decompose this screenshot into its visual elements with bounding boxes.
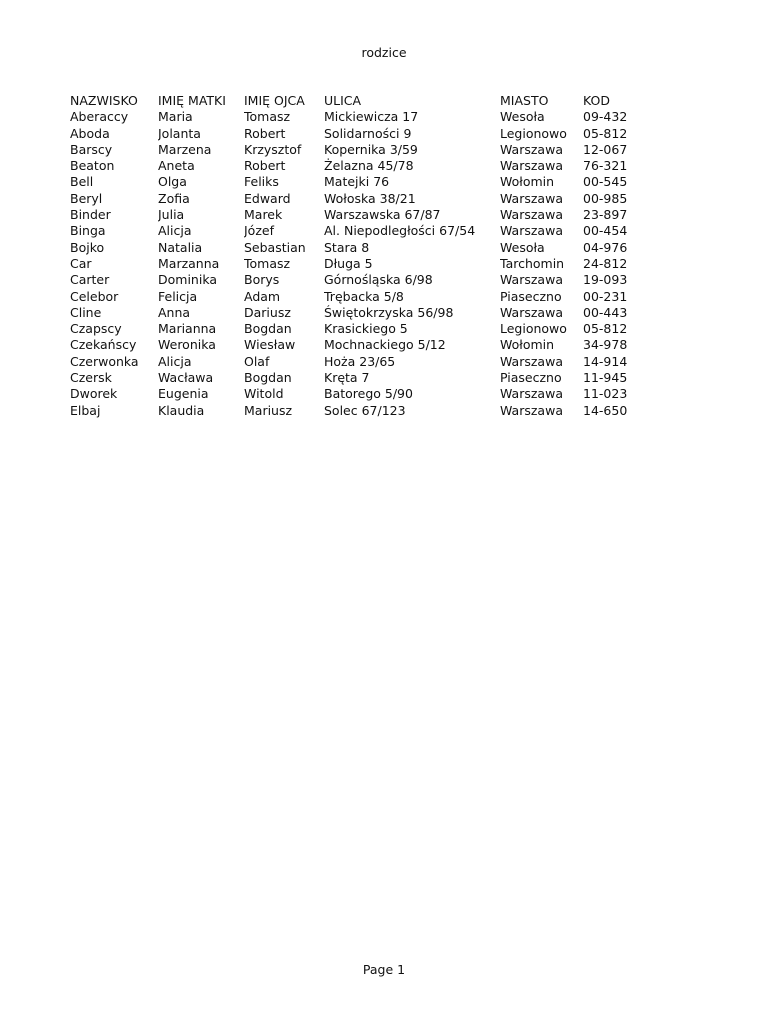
page-footer — [0, 962, 768, 978]
cell-nazwisko: Aberaccy — [70, 109, 129, 125]
cell-nazwisko: Barscy — [70, 141, 113, 157]
cell-kod: 23-897 — [583, 207, 628, 223]
table-row — [70, 403, 643, 419]
cell-kod: 05-812 — [583, 321, 628, 337]
cell-miasto: Wesoła — [500, 109, 545, 125]
cell-imie-matki: Jolanta — [158, 125, 201, 141]
parents-table — [70, 93, 643, 419]
table-row — [70, 354, 643, 370]
cell-ulica: Al. Niepodległości 67/54 — [324, 223, 476, 239]
cell-imie-matki: Wacława — [158, 370, 214, 386]
table-row — [70, 191, 643, 207]
cell-imie-matki: Olga — [158, 174, 187, 190]
page-title: rodzice — [361, 45, 407, 60]
table-row — [70, 223, 643, 239]
cell-ulica: Żelazna 45/78 — [324, 158, 414, 174]
cell-miasto: Warszawa — [500, 304, 563, 320]
column-header-ulica: ULICA — [324, 93, 362, 108]
cell-imie-ojca: Mariusz — [244, 402, 293, 418]
cell-kod: 11-023 — [583, 386, 628, 402]
cell-imie-matki: Marzanna — [158, 255, 220, 271]
cell-miasto: Warszawa — [500, 158, 563, 174]
cell-imie-ojca: Wiesław — [244, 337, 296, 353]
cell-imie-matki: Zofia — [158, 190, 190, 206]
cell-kod: 05-812 — [583, 125, 628, 141]
cell-imie-matki: Marianna — [158, 321, 217, 337]
cell-imie-ojca: Józef — [244, 223, 274, 239]
cell-nazwisko: Czersk — [70, 370, 112, 386]
cell-kod: 09-432 — [583, 109, 628, 125]
cell-imie-matki: Aneta — [158, 158, 195, 174]
cell-ulica: Warszawska 67/87 — [324, 207, 441, 223]
cell-ulica: Batorego 5/90 — [324, 386, 413, 402]
table-header — [70, 93, 643, 109]
cell-imie-matki: Julia — [158, 207, 185, 223]
cell-nazwisko: Celebor — [70, 288, 119, 304]
cell-kod: 34-978 — [583, 337, 628, 353]
cell-imie-matki: Felicja — [158, 288, 198, 304]
cell-miasto: Legionowo — [500, 321, 567, 337]
table-row — [70, 386, 643, 402]
table-row — [70, 109, 643, 125]
cell-imie-matki: Anna — [158, 304, 191, 320]
cell-nazwisko: Bell — [70, 174, 94, 190]
cell-ulica: Świętokrzyska 56/98 — [324, 304, 454, 320]
table-row — [70, 289, 643, 305]
cell-imie-matki: Marzena — [158, 141, 212, 157]
cell-imie-ojca: Dariusz — [244, 304, 291, 320]
cell-ulica: Trębacka 5/8 — [324, 288, 404, 304]
cell-kod: 04-976 — [583, 239, 628, 255]
cell-imie-ojca: Olaf — [244, 353, 270, 369]
cell-nazwisko: Binga — [70, 223, 106, 239]
table-row — [70, 305, 643, 321]
table-row — [70, 240, 643, 256]
cell-kod: 00-443 — [583, 304, 628, 320]
cell-imie-ojca: Witold — [244, 386, 284, 402]
cell-ulica: Górnośląska 6/98 — [324, 272, 433, 288]
page-header — [0, 45, 768, 61]
cell-nazwisko: Aboda — [70, 125, 110, 141]
cell-imie-matki: Maria — [158, 109, 193, 125]
cell-kod: 76-321 — [583, 158, 628, 174]
table-row — [70, 272, 643, 288]
cell-miasto: Warszawa — [500, 402, 563, 418]
cell-nazwisko: Bojko — [70, 239, 105, 255]
cell-nazwisko: Beaton — [70, 158, 115, 174]
column-header-nazwisko: NAZWISKO — [70, 93, 138, 108]
table-row — [70, 142, 643, 158]
cell-ulica: Długa 5 — [324, 255, 373, 271]
column-header-kod: KOD — [583, 93, 610, 108]
cell-imie-ojca: Robert — [244, 158, 286, 174]
cell-miasto: Warszawa — [500, 223, 563, 239]
cell-miasto: Legionowo — [500, 125, 567, 141]
column-header-imie-matki: IMIĘ MATKI — [158, 93, 226, 108]
cell-ulica: Solidarności 9 — [324, 125, 412, 141]
cell-miasto: Warszawa — [500, 272, 563, 288]
cell-imie-ojca: Adam — [244, 288, 281, 304]
cell-miasto: Wesoła — [500, 239, 545, 255]
cell-miasto: Warszawa — [500, 353, 563, 369]
cell-miasto: Warszawa — [500, 386, 563, 402]
cell-imie-matki: Klaudia — [158, 402, 205, 418]
cell-imie-matki: Natalia — [158, 239, 203, 255]
cell-imie-ojca: Tomasz — [244, 109, 291, 125]
cell-ulica: Mickiewicza 17 — [324, 109, 419, 125]
cell-kod: 14-650 — [583, 402, 628, 418]
cell-imie-ojca: Bogdan — [244, 321, 292, 337]
table-row — [70, 158, 643, 174]
cell-ulica: Wołoska 38/21 — [324, 190, 416, 206]
cell-kod: 11-945 — [583, 370, 628, 386]
cell-kod: 00-985 — [583, 190, 628, 206]
cell-imie-ojca: Feliks — [244, 174, 279, 190]
cell-nazwisko: Czapscy — [70, 321, 122, 337]
cell-nazwisko: Elbaj — [70, 402, 101, 418]
cell-miasto: Piaseczno — [500, 288, 562, 304]
cell-nazwisko: Cline — [70, 304, 102, 320]
cell-imie-ojca: Bogdan — [244, 370, 292, 386]
cell-miasto: Tarchomin — [500, 255, 565, 271]
cell-miasto: Wołomin — [500, 337, 555, 353]
header-row — [70, 93, 643, 109]
cell-imie-matki: Alicja — [158, 353, 192, 369]
cell-ulica: Kręta 7 — [324, 370, 370, 386]
table-row — [70, 321, 643, 337]
page-number: Page 1 — [362, 962, 406, 977]
cell-imie-ojca: Sebastian — [244, 239, 306, 255]
cell-imie-matki: Eugenia — [158, 386, 209, 402]
cell-ulica: Hoża 23/65 — [324, 353, 396, 369]
cell-kod: 12-067 — [583, 141, 628, 157]
table-body — [70, 109, 643, 419]
cell-kod: 14-914 — [583, 353, 628, 369]
cell-imie-matki: Alicja — [158, 223, 192, 239]
cell-ulica: Solec 67/123 — [324, 402, 406, 418]
table-row — [70, 370, 643, 386]
column-header-miasto: MIASTO — [500, 93, 549, 108]
cell-nazwisko: Czekańscy — [70, 337, 137, 353]
cell-imie-matki: Dominika — [158, 272, 217, 288]
cell-miasto: Warszawa — [500, 141, 563, 157]
cell-ulica: Mochnackiego 5/12 — [324, 337, 446, 353]
cell-ulica: Krasickiego 5 — [324, 321, 408, 337]
cell-kod: 00-231 — [583, 288, 628, 304]
cell-miasto: Piaseczno — [500, 370, 562, 386]
cell-imie-ojca: Borys — [244, 272, 280, 288]
cell-imie-ojca: Marek — [244, 207, 283, 223]
table-row — [70, 337, 643, 353]
table-row — [70, 174, 643, 190]
table-row — [70, 207, 643, 223]
cell-nazwisko: Dworek — [70, 386, 118, 402]
table-row — [70, 256, 643, 272]
cell-miasto: Wołomin — [500, 174, 555, 190]
cell-imie-ojca: Krzysztof — [244, 141, 302, 157]
cell-ulica: Stara 8 — [324, 239, 370, 255]
cell-nazwisko: Car — [70, 255, 92, 271]
cell-imie-matki: Weronika — [158, 337, 216, 353]
cell-nazwisko: Czerwonka — [70, 353, 139, 369]
cell-ulica: Kopernika 3/59 — [324, 141, 418, 157]
cell-nazwisko: Carter — [70, 272, 110, 288]
cell-kod: 00-454 — [583, 223, 628, 239]
cell-miasto: Warszawa — [500, 207, 563, 223]
cell-imie-ojca: Edward — [244, 190, 291, 206]
cell-kod: 19-093 — [583, 272, 628, 288]
cell-nazwisko: Binder — [70, 207, 111, 223]
column-header-imie-ojca: IMIĘ OJCA — [244, 93, 305, 108]
cell-imie-ojca: Tomasz — [244, 255, 291, 271]
cell-miasto: Warszawa — [500, 190, 563, 206]
cell-imie-ojca: Robert — [244, 125, 286, 141]
cell-kod: 24-812 — [583, 255, 628, 271]
cell-ulica: Matejki 76 — [324, 174, 390, 190]
table-row — [70, 126, 643, 142]
cell-kod: 00-545 — [583, 174, 628, 190]
cell-nazwisko: Beryl — [70, 190, 103, 206]
